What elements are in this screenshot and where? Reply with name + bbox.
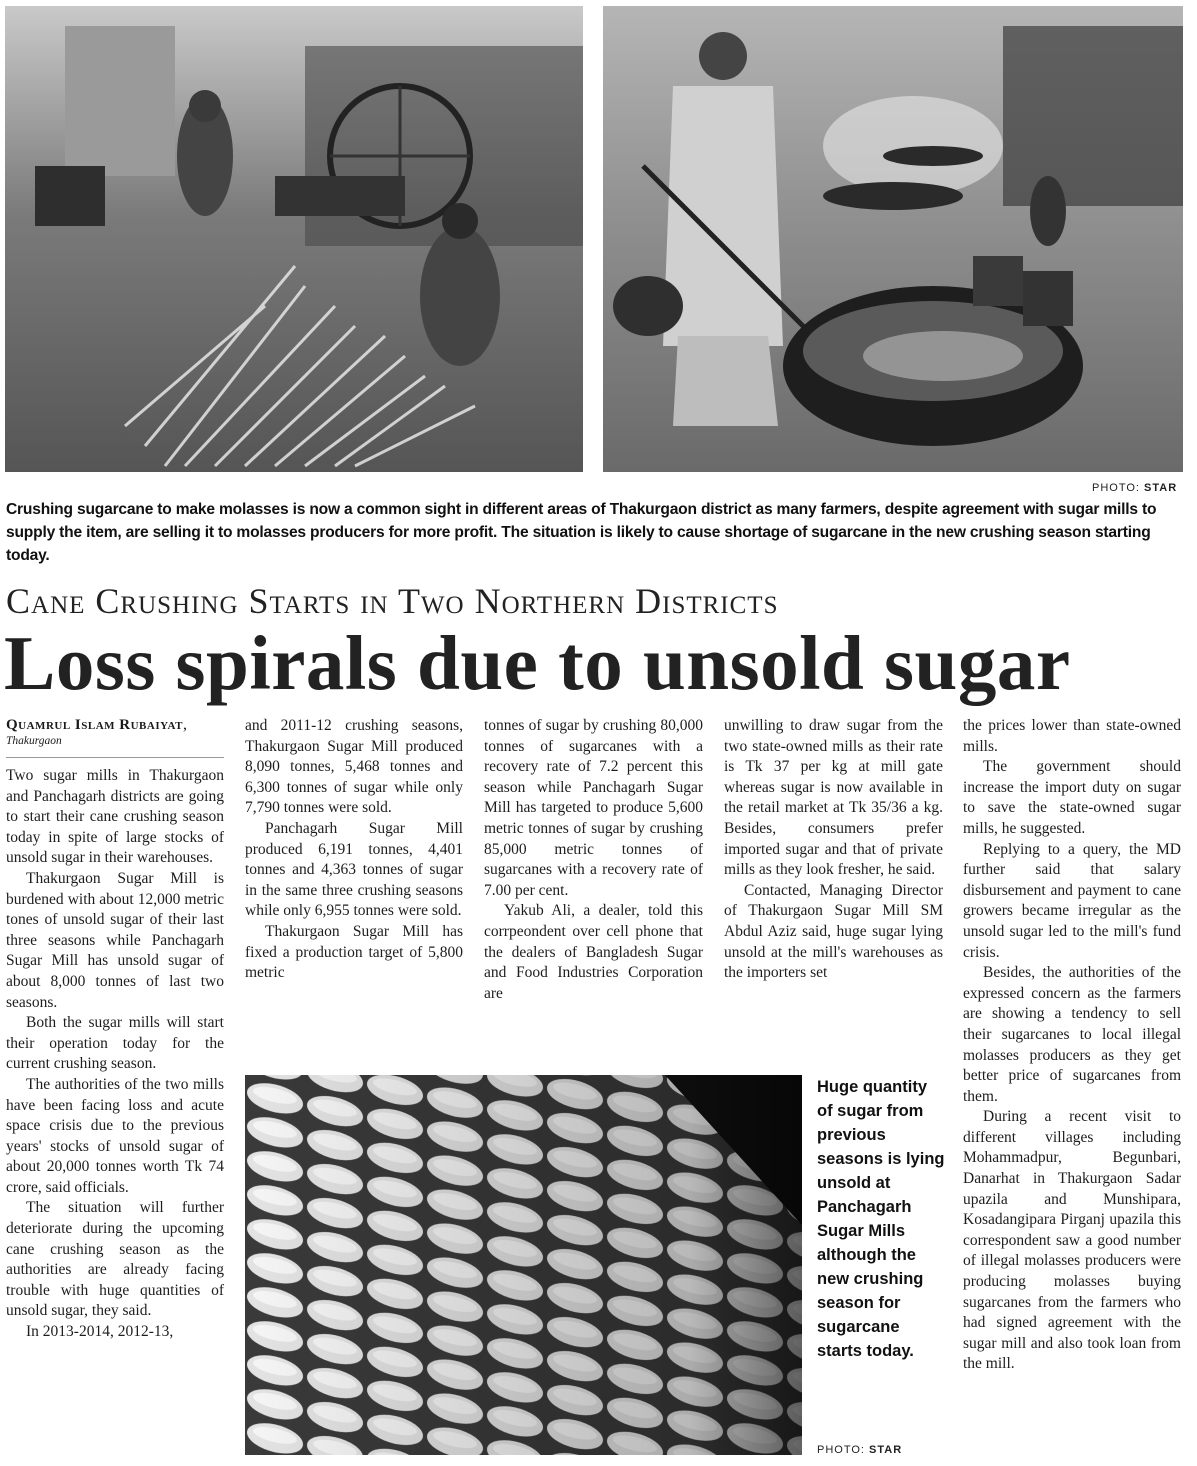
paragraph: tonnes of sugar by crushing 80,000 tonnes of sugarcanes with a recovery rate of 7.2 percent this season while Panchagarh Sugar Mill has targeted to produce 5,600 metric tonnes of sugar by crushing 85,000 metric tonnes of sugarcanes with a recovery rate of 7.00 per cent. [484, 717, 703, 899]
byline-name: Quamrul Islam Rubaiyat [6, 717, 184, 733]
article-column-2 [245, 716, 463, 984]
bottom-photo-credit [817, 1444, 902, 1456]
photo-sugar-sacks [245, 1075, 802, 1455]
photo-sugar-sacks-image [245, 1075, 802, 1455]
photo-molasses-boiling [603, 6, 1183, 472]
paragraph: During a recent visit to different villages including Mohammadpur, Begunbari, Danarhat in Thakurgaon Sadar upazila and Munshipara, Kosadangipara Pirganj upazila this correspondent saw a good number of illegal molasses producers were producing molasses buying sugarcanes from the farmers who had signed agreement with the sugar mill and also took loan from the mill. [963, 1108, 1181, 1373]
paragraph: Yakub Ali, a dealer, told this corrpeondent over cell phone that the dealers of Bangladesh Sugar and Food Industries Corporation are [484, 902, 703, 1002]
photo-sugarcane-crushing [5, 6, 583, 472]
article-column-1 [6, 766, 224, 1343]
article-column-3 [484, 716, 703, 1004]
paragraph: Thakurgaon Sugar Mill is burdened with about 12,000 metric tones of unsold sugar of their last three seasons while Panchagarh Sugar Mill has unsold sugar of about 8,000 tonnes of last two seasons. [6, 869, 224, 1011]
bottom-photo-credit-prefix: PHOTO: [817, 1444, 870, 1456]
article-column-4 [724, 716, 943, 984]
paragraph: Thakurgaon Sugar Mill has fixed a production target of 5,800 metric [245, 922, 463, 982]
paragraph: The authorities of the two mills have been facing loss and acute space crisis due to the previous years' stocks of unsold sugar of about 20,000 tonnes worth Tk 74 crore, said officials. [6, 1075, 224, 1196]
photo-molasses-boiling-image [603, 6, 1183, 472]
byline-separator: , [183, 716, 188, 733]
paragraph: and 2011-12 crushing seasons, Thakurgaon Sugar Mill produced 8,090 tonnes, 5,468 tonnes and 6,300 tonnes of sugar while only 7,790 tonnes were sold. [245, 717, 463, 817]
paragraph: Panchagarh Sugar Mill produced 6,191 tonnes, 4,401 tonnes and 4,363 tonnes of sugar in the same three crushing seasons while only 6,955 tonnes were sold. [245, 819, 463, 920]
photo-sugarcane-crushing-image [5, 6, 583, 472]
kicker-headline: Cane Crushing Starts in Two Northern Districts [6, 581, 779, 621]
byline-divider [6, 757, 224, 758]
paragraph: unwilling to draw sugar from the two state-owned mills as their rate is Tk 37 per kg at mill gate whereas sugar is now available in the retail market at Tk 35/36 a kg. Besides, consumers prefer imported sugar and that of private mills as they look fresher, he said. [724, 717, 943, 879]
top-photo-credit [1092, 482, 1177, 494]
paragraph: Contacted, Managing Director of Thakurgaon Sugar Mill SM Abdul Aziz said, huge sugar lying unsold at the mill's warehouses as the importers set [724, 881, 943, 982]
article-column-5 [963, 716, 1181, 1375]
paragraph: The government should increase the import duty on sugar to save the state-owned sugar mills, he suggested. [963, 758, 1181, 837]
top-photo-credit-prefix: PHOTO: [1092, 482, 1145, 494]
paragraph: Both the sugar mills will start their operation today for the current crushing season. [6, 1014, 224, 1073]
top-photo-credit-name: STAR [1144, 482, 1178, 494]
bottom-photo-caption: Huge quantity of sugar from previous seasons is lying unsold at Panchagarh Sugar Mills although the new crushing season for sugarcane starts today. [817, 1078, 945, 1360]
paragraph: In 2013-2014, 2012-13, [26, 1323, 174, 1341]
top-photo-caption: Crushing sugarcane to make molasses is now a common sight in different areas of Thakurgaon district as many farmers, despite agreement with sugar mills to supply the item, are selling it to molasses producers for more profit. The situation is likely to cause shortage of sugarcane in the new crushing season starting today. [6, 501, 1157, 564]
main-headline: Loss spirals due to unsold sugar [4, 620, 1071, 706]
paragraph: The situation will further deteriorate during the upcoming cane crushing season as the authorities are already facing trouble with huge quantities of unsold sugar, they said. [6, 1199, 224, 1320]
bottom-photo-credit-name: STAR [869, 1444, 903, 1456]
paragraph: Besides, the authorities of the expressed concern as the farmers are showing a tendency to sell their sugarcanes to local illegal molasses producers as they get better price of sugarcanes from them. [963, 964, 1181, 1105]
byline-place: Thakurgaon [6, 735, 62, 747]
byline [6, 716, 226, 747]
paragraph: Replying to a query, the MD further said that salary disbursement and payment to cane growers became irregular as the unsold sugar led to the mill's fund crisis. [963, 840, 1181, 961]
paragraph: the prices lower than state-owned mills. [963, 717, 1181, 755]
paragraph: Two sugar mills in Thakurgaon and Panchagarh districts are going to start their cane crushing season today in spite of large stocks of unsold sugar in their warehouses. [6, 767, 224, 867]
